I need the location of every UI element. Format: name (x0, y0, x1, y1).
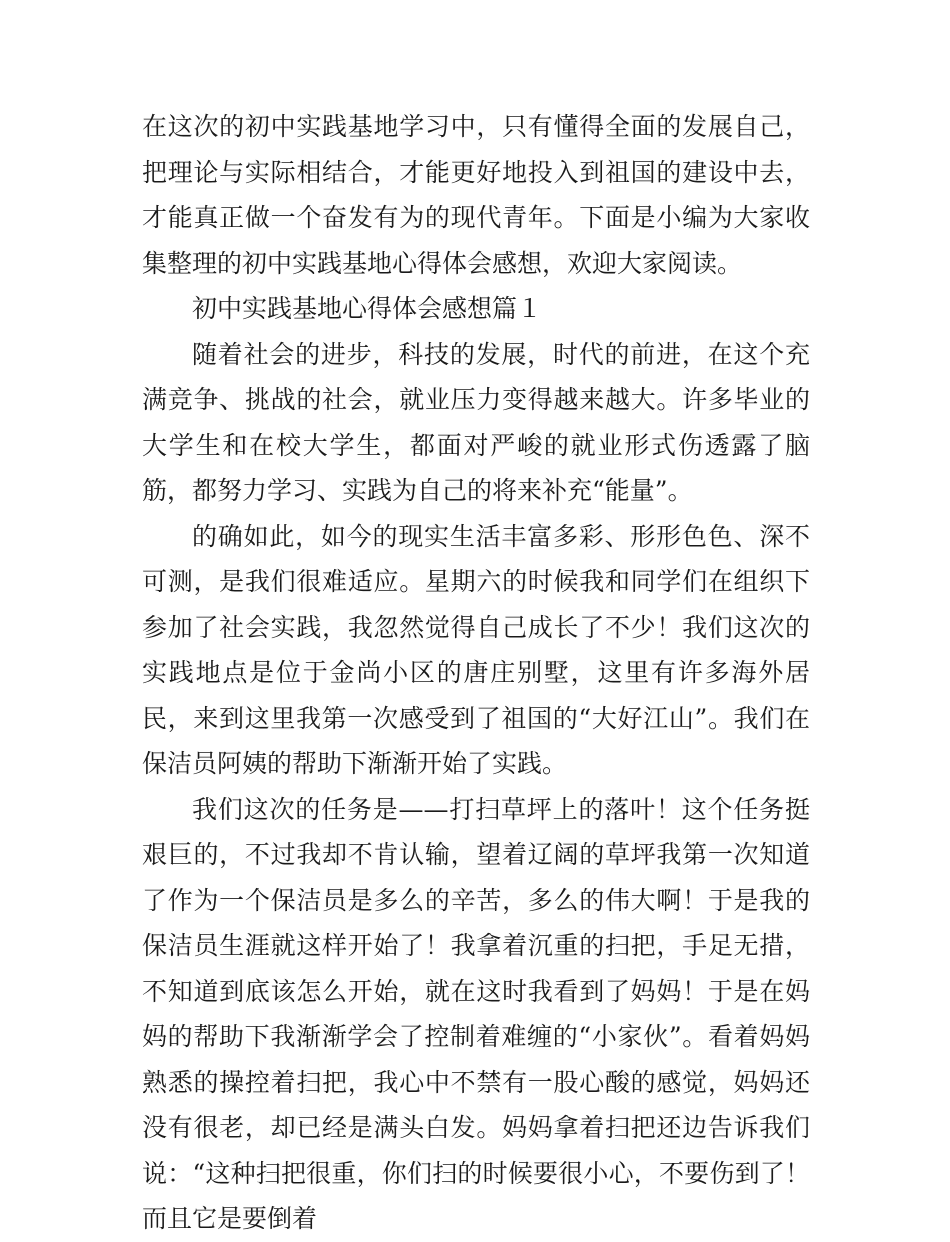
intro-paragraph: 在这次的初中实践基地学习中，只有懂得全面的发展自己，把理论与实际相结合，才能更好地投入到祖国的建设中去，才能真正做一个奋发有为的现代青年。下面是小编为大家收集整理的初中实践基地心得体会感想，欢迎大家阅读。 (142, 112, 810, 278)
body-paragraph-2: 的确如此，如今的现实生活丰富多彩、形形色色、深不可测，是我们很难适应。星期六的时候我和同学们在组织下参加了社会实践，我忽然觉得自己成长了不少！我们这次的实践地点是位于金尚小区的唐庄别墅，这里有许多海外居民，来到这里我第一次感受到了祖国的“大好江山”。我们在保洁员阿姨的帮助下渐渐开始了实践。 (142, 521, 810, 778)
document-body (142, 104, 810, 1242)
body-paragraph-3: 我们这次的任务是——打扫草坪上的落叶！这个任务挺艰巨的，不过我却不肯认输，望着辽阔的草坪我第一次知道了作为一个保洁员是多么的辛苦，多么的伟大啊！于是我的保洁员生涯就这样开始了！我拿着沉重的扫把，手足无措，不知道到底该怎么开始，就在这时我看到了妈妈！于是在妈妈的帮助下我渐渐学会了控制着难缠的“小家伙”。看着妈妈熟悉的操控着扫把，我心中不禁有一股心酸的感觉，妈妈还没有很老，却已经是满头白发。妈妈拿着扫把还边告诉我们说：“这种扫把很重，你们扫的时候要很小心，不要伤到了！而且它是要倒着 (142, 794, 810, 1233)
body-paragraph-1: 随着社会的进步，科技的发展，时代的前进，在这个充满竞争、挑战的社会，就业压力变得越来越大。许多毕业的大学生和在校大学生，都面对严峻的就业形式伤透露了脑筋，都努力学习、实践为自己的将来补充“能量”。 (142, 339, 810, 505)
section-title: 初中实践基地心得体会感想篇１ (192, 294, 543, 323)
